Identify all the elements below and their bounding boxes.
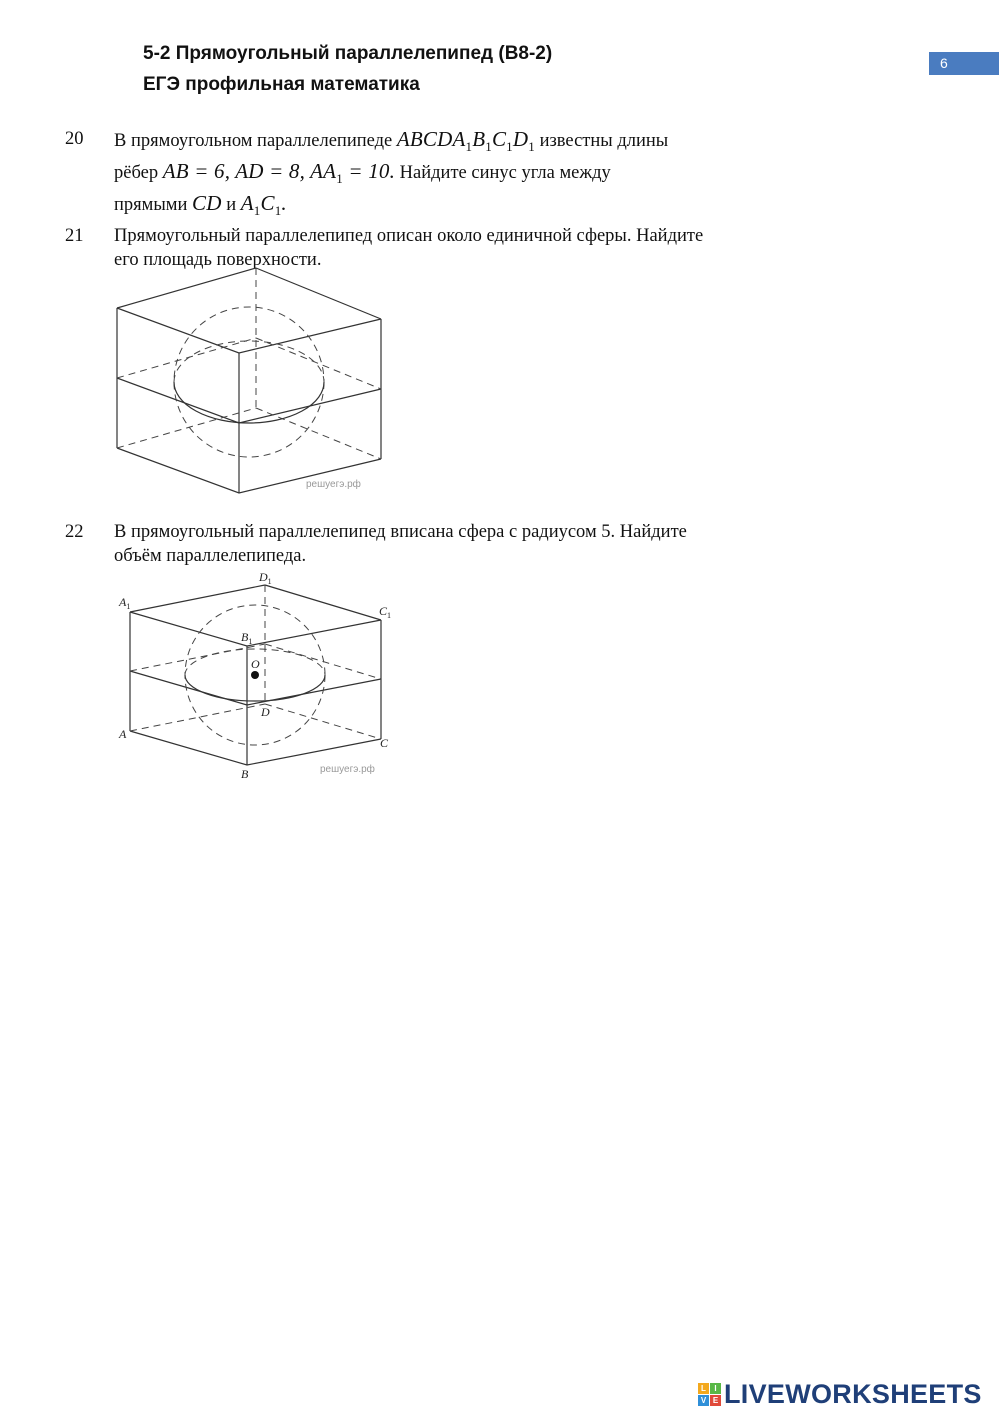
math-expression: AB = 6, AD = 8, $AA_1 = 10$.	[162, 159, 396, 187]
edge	[117, 378, 381, 423]
vertex-label-b1: $B_1$	[241, 630, 253, 646]
logo-letter: L	[698, 1383, 709, 1394]
hidden-edge	[117, 338, 256, 378]
hidden-edge	[130, 704, 265, 731]
logo-letter: V	[698, 1395, 709, 1406]
watermark: решуегэ.рф	[306, 479, 361, 490]
problem-line: В прямоугольный параллелепипед вписана сфера с радиусом 5. Найдите	[114, 522, 687, 542]
hidden-edge	[256, 338, 381, 389]
document-header	[143, 38, 552, 100]
edge	[117, 308, 381, 353]
page-number-badge: 6	[929, 52, 999, 75]
figure-parallelepiped-sphere-22	[110, 565, 410, 787]
problem-number: 21	[65, 226, 84, 246]
watermark: решуегэ.рф	[320, 764, 375, 775]
problem-line: рёбер AB = 6, AD = 8, $AA_1 = 10$. Найдите синус угла между	[114, 159, 611, 187]
header-title: 5-2 Прямоугольный параллелепипед (B8-2)	[143, 43, 553, 64]
figure-parallelepiped-sphere-21	[110, 265, 400, 500]
logo-letter: E	[710, 1395, 721, 1406]
math-expression: $ABCDA_1B_1C_1D_1$	[396, 127, 535, 155]
sphere-center-point	[251, 671, 259, 679]
hidden-edge	[265, 644, 381, 679]
vertex-label-d: D	[261, 705, 270, 719]
hidden-edge	[117, 408, 256, 448]
problem-text	[114, 520, 774, 568]
figure-21-svg	[110, 265, 400, 500]
problem-line: его площадь поверхности.	[114, 250, 322, 270]
vertex-label-c1: $C_1$	[379, 604, 392, 620]
edge	[117, 268, 256, 308]
problem-number: 20	[65, 129, 84, 149]
edge	[130, 731, 381, 765]
sphere-outline	[174, 307, 324, 457]
vertex-label-a1: $A_1$	[119, 595, 131, 611]
problem-text	[114, 127, 774, 224]
center-label-o: O	[251, 657, 260, 671]
math-expression: CD	[192, 191, 222, 216]
problem-line: прямыми CD и $A_1C_1$.	[114, 191, 287, 219]
hidden-edge	[256, 408, 381, 459]
problem-line: В прямоугольном параллелепипеде $ABCDA_1B_1C_1D_1$ известны длины	[114, 127, 669, 155]
hidden-edge	[265, 704, 381, 739]
equator-back	[174, 341, 324, 382]
liveworksheets-logo-icon	[698, 1383, 721, 1406]
edge	[265, 585, 381, 620]
edge	[256, 268, 381, 319]
problem-line: объём параллелепипеда.	[114, 546, 307, 566]
vertex-label-b: B	[241, 767, 249, 781]
edge	[130, 585, 265, 612]
math-expression: $A_1C_1$.	[240, 191, 287, 219]
header-subtitle: ЕГЭ профильная математика	[143, 74, 420, 95]
figure-22-svg	[110, 565, 410, 787]
edge	[130, 612, 381, 646]
vertex-label-d1: $D_1$	[259, 570, 272, 586]
liveworksheets-brand[interactable]	[698, 1376, 982, 1412]
problem-number: 22	[65, 522, 84, 542]
logo-letter: I	[710, 1383, 721, 1394]
vertex-label-a: A	[119, 727, 127, 741]
problem-line: Прямоугольный параллелепипед описан около единичной сферы. Найдите	[114, 226, 704, 246]
equator-front	[174, 382, 324, 423]
hidden-edge	[130, 644, 265, 671]
vertex-label-c: C	[380, 736, 389, 750]
brand-name: LIVEWORKSHEETS	[724, 1378, 982, 1409]
